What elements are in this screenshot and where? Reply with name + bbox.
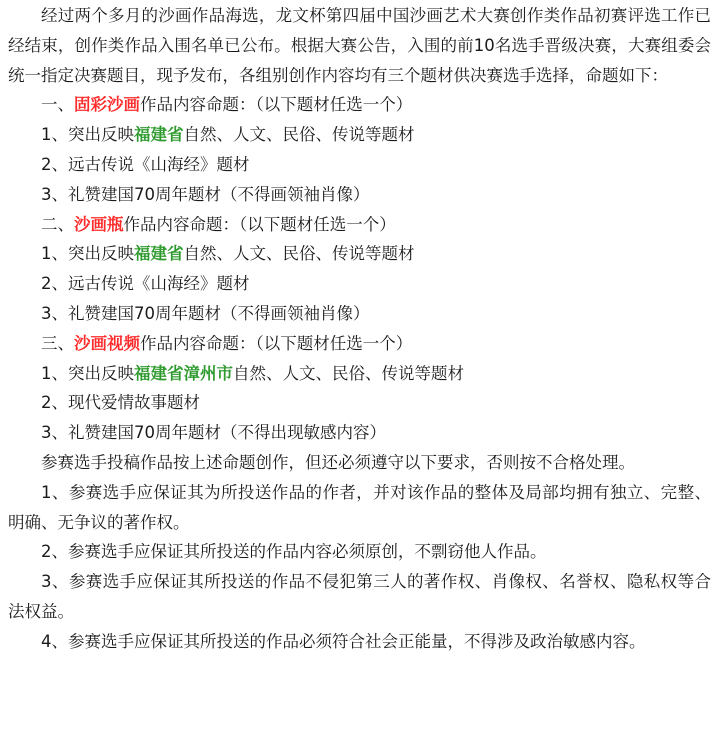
topic-item: 2、现代爱情故事题材 [41, 393, 200, 413]
topic-item-prefix: 1、突出反映 [41, 244, 134, 264]
topic-region: 福建省 [134, 125, 184, 145]
section-number: 一、 [41, 95, 74, 115]
section-category: 沙画瓶 [74, 214, 124, 234]
requirements-intro: 参赛选手投稿作品按上述命题创作，但还必须遵守以下要求，否则按不合格处理。 [41, 452, 635, 472]
topic-item-prefix: 1、突出反映 [41, 363, 134, 383]
section-number: 二、 [41, 214, 74, 234]
topic-item-suffix: 自然、人文、民俗、传说等题材 [183, 125, 415, 145]
topic-region: 福建省漳州市 [134, 363, 233, 383]
topic-item: 3、礼赞建国70周年题材（不得画领袖肖像） [41, 184, 370, 204]
section-heading-gucai [8, 90, 711, 120]
section-category: 沙画视频 [74, 333, 140, 353]
topic-item: 2、远古传说《山海经》题材 [41, 154, 250, 174]
topic-item-prefix: 1、突出反映 [41, 125, 134, 145]
requirement-item: 4、参赛选手应保证其所投送的作品必须符合社会正能量，不得涉及政治敏感内容。 [41, 631, 646, 651]
topic-item [8, 359, 711, 389]
topic-item: 2、远古传说《山海经》题材 [41, 274, 250, 294]
requirement-item: 1、参赛选手应保证其为所投送作品的作者，并对该作品的整体及局部均拥有独立、完整、明确、无争议的著作权。 [8, 482, 711, 532]
topic-item: 3、礼赞建国70周年题材（不得画领袖肖像） [41, 303, 370, 323]
topic-region: 福建省 [134, 244, 184, 264]
intro-paragraph: 经过两个多月的沙画作品海选，龙文杯第四届中国沙画艺术大赛创作类作品初赛评选工作已经结束，创作类作品入围名单已公布。根据大赛公告，入围的前10名选手晋级决赛，大赛组委会统一指定决赛题目，现予发布，各组别创作内容均有三个题材供决赛选手选择，命题如下： [8, 6, 711, 85]
requirement-item: 2、参赛选手应保证其所投送的作品内容必须原创，不剽窃他人作品。 [41, 542, 547, 562]
section-heading-shahuaping [8, 210, 711, 240]
section-heading-text: 作品内容命题：（以下题材任选一个） [140, 333, 413, 353]
topic-item [8, 239, 711, 269]
section-number: 三、 [41, 333, 74, 353]
topic-item [8, 120, 711, 150]
topic-item-suffix: 自然、人文、民俗、传说等题材 [233, 363, 464, 383]
topic-item-suffix: 自然、人文、民俗、传说等题材 [183, 244, 415, 264]
section-heading-text: 作品内容命题：（以下题材任选一个） [123, 214, 396, 234]
section-category: 固彩沙画 [74, 95, 140, 115]
section-heading-text: 作品内容命题：（以下题材任选一个） [140, 95, 413, 115]
section-heading-shahuashipin [8, 329, 711, 359]
topic-item: 3、礼赞建国70周年题材（不得出现敏感内容） [41, 423, 386, 443]
requirement-item: 3、参赛选手应保证其所投送的作品不侵犯第三人的著作权、肖像权、名誉权、隐私权等合法权益。 [8, 572, 711, 621]
